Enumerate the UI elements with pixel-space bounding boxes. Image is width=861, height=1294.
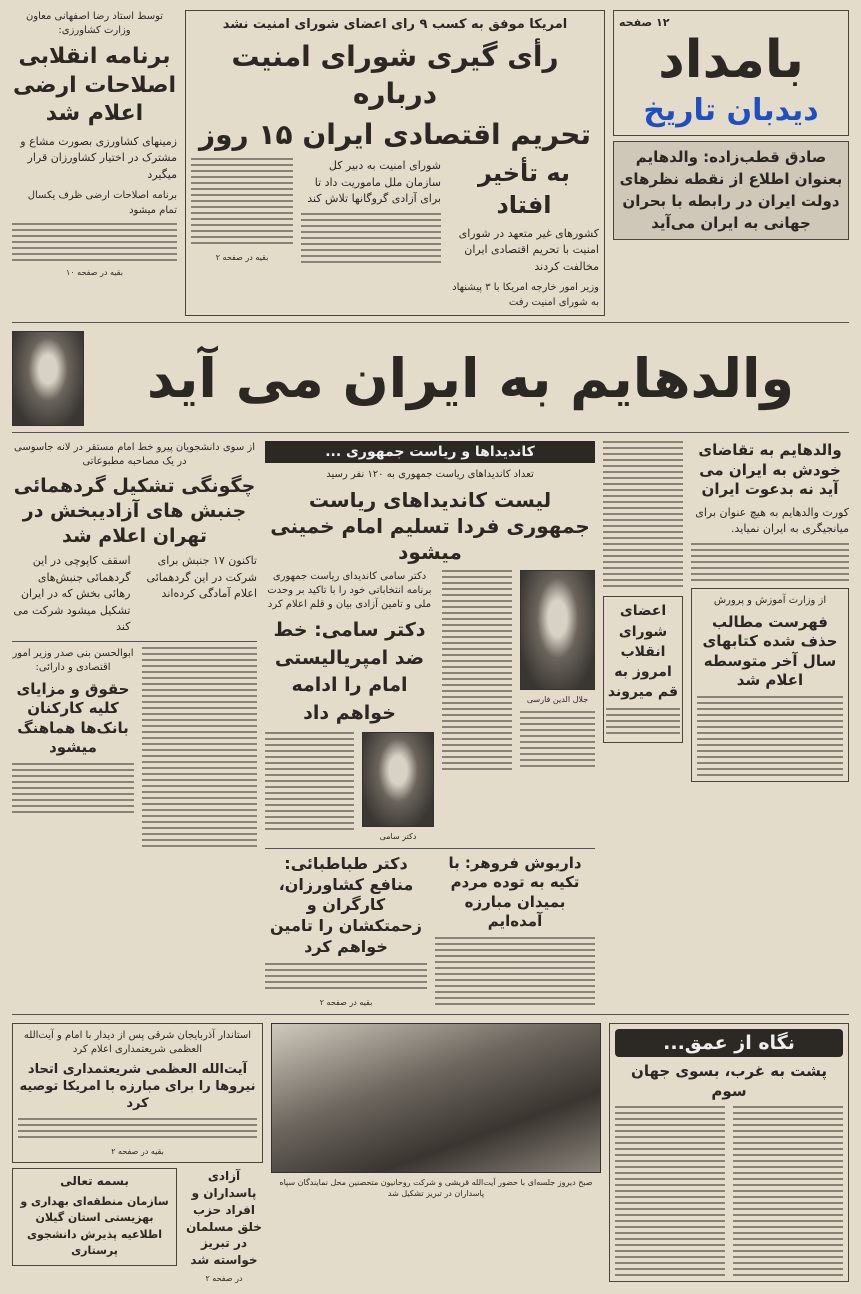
candidates-headline: لیست کاندیداهای ریاست جمهوری فردا تسلیم امام خمینی میشود <box>270 488 590 565</box>
deep-look-box <box>609 1023 849 1282</box>
top-story-headline-1: رأی گیری شورای امنیت درباره <box>231 40 559 110</box>
land-reform <box>12 10 177 279</box>
liberation-bullet-1: تاکنون ۱۷ جنبش برای شرکت در این گردهمائی اعلام آمادگی کرده‌اند <box>146 554 257 601</box>
sami-photo <box>362 732 434 827</box>
deep-look-headline: پشت به غرب، بسوی جهان سوم <box>631 1062 827 1100</box>
shariatmadari-headline: آیت‌الله العظمی شریعتمداری اتحاد نیروها را برای مبارزه با امریکا توصیه کرد <box>19 1062 256 1111</box>
tabriz-headline: آزادی پاسداران و افراد حزب خلق مسلمان در تبریز خواسته شد <box>186 1169 262 1268</box>
body-text <box>606 708 680 738</box>
middle-section <box>12 441 849 1015</box>
masthead-column <box>613 10 849 240</box>
left-bottom-column <box>12 1023 263 1284</box>
tabatabai-headline: دکتر طباطبائی: منافع کشاورزان، کارگران و زحمتکشان را تامین خواهم کرد <box>270 853 422 956</box>
ghotbzadeh-text: صادق قطب‌زاده: والدهایم بعنوان اطلاع از نقطه نظرهای دولت ایران در رابطه با بحران جهانی به ایران می‌آید <box>619 148 843 232</box>
main-headline-section <box>12 331 849 433</box>
nursing-ad <box>12 1168 177 1266</box>
continued-label: بقیه در صفحه ۲ <box>111 1146 164 1156</box>
waldheim-headline: والدهایم به تقاضای خودش به ایران می آید نه بدعوت ایران <box>698 441 842 499</box>
body-text <box>265 963 427 993</box>
council-headline: اعضای شورای انقلاب امروز به قم میروند <box>607 603 679 701</box>
ghotbzadeh-box <box>613 141 849 240</box>
ad-title: بسمه تعالی <box>60 1174 129 1189</box>
land-reform-kicker: توسط استاد رضا اصفهانی معاون وزارت کشاورزی: <box>25 11 164 36</box>
land-reform-bullet-2: برنامه اصلاحات ارضی ظرف یکسال تمام میشود <box>27 190 177 217</box>
top-story <box>185 10 605 316</box>
textbooks-box <box>691 588 849 782</box>
top-story-headline-2: تحریم اقتصادی ایران ۱۵ روز <box>199 117 591 151</box>
body-text <box>12 763 134 813</box>
liberation-column <box>12 441 257 847</box>
body-text <box>265 732 354 832</box>
continued-label: بقیه در صفحه ۲ <box>215 253 269 263</box>
meeting-photo <box>271 1023 601 1173</box>
newspaper-logo: بامداد <box>658 30 804 90</box>
liberation-kicker: از سوی دانشجویان پیرو خط امام مستقر در لانه جاسوسی در یک مصاحبه مطبوعاتی <box>13 442 255 468</box>
deep-look-banner: نگاه از عمق... <box>615 1029 843 1057</box>
body-text <box>603 441 683 591</box>
photo-column <box>271 1023 601 1199</box>
waldheim-column <box>691 441 849 782</box>
body-text <box>442 570 512 770</box>
top-story-bullet-2: کشورهای غیر متعهد در شورای امنیت با تحریم اقتصادی ایران مخالفت کردند <box>458 226 599 273</box>
top-story-bullet-3: وزیر امور خارجه امریکا با ۳ پیشنهاد به شورای امنیت رفت <box>452 282 599 309</box>
top-section <box>12 10 849 323</box>
liberation-headline: چگونگی تشکیل گردهمائی جنبش های آزادیبخش در تهران اعلام شد <box>13 475 256 547</box>
top-story-kicker: امریکا موفق به کسب ۹ رای اعضای شورای امنیت نشد <box>222 17 568 32</box>
body-text <box>301 213 441 263</box>
meeting-photo-caption: صبح دیروز جلسه‌ای با حضور آیت‌الله قریشی و شرکت روحانیون متحصنین محل نمایندگان سپاه پاسداران در تبریز تشکیل شد <box>279 1178 593 1198</box>
continued-label: در صفحه ۲ <box>205 1274 243 1284</box>
ad-body: سازمان منطقه‌ای بهداری و بهزیستی استان گیلان اطلاعیه پذیرش دانشجوی پرستاری <box>20 1194 169 1258</box>
body-text <box>733 1106 843 1276</box>
top-story-bullet-1: شورای امنیت به دبیر کل سازمان ملل ماموریت داد تا برای آزادی گروگانها تلاش کند <box>307 159 441 206</box>
textbooks-kicker: از وزارت آموزش و پرورش <box>713 594 827 606</box>
candidates-column <box>265 441 595 1008</box>
body-text <box>18 1118 257 1142</box>
forouhar-headline: داریوش فروهر: با تکیه به توده مردم بمیدان مبارزه آمده‌ایم <box>448 853 582 931</box>
banks-kicker: ابوالحسن بنی صدر وزیر امور اقتصادی و دارائی: <box>12 647 134 673</box>
land-reform-bullet-1: زمینهای کشاورزی بصورت مشاع و مشترک در اختیار کشاورزان قرار میگیرد <box>20 134 177 181</box>
body-text <box>615 1106 725 1276</box>
body-text <box>435 937 595 1007</box>
candidates-banner: کاندیداها و ریاست جمهوری ... <box>265 441 595 463</box>
body-text <box>691 543 849 583</box>
main-headline: والدهایم به ایران می آید <box>146 346 795 410</box>
liberation-bullet-2: اسقف کاپوچی در این گردهمائی جنبش‌های رهائی بخش که در ایران تشکیل میشود شرکت می کند <box>13 554 131 634</box>
waldheim-photo <box>12 331 84 426</box>
body-text <box>142 647 257 847</box>
shariatmadari-box <box>12 1023 263 1163</box>
continued-label: بقیه در صفحه ۲ <box>319 997 373 1007</box>
sami-kicker: دکتر سامی کاندیدای ریاست جمهوری برنامه انتخاباتی خود را با تاکید بر وحدت ملی و تامین آزادی بیان و قلم اعلام کرد <box>267 571 432 611</box>
masthead <box>613 10 849 136</box>
top-story-headline-3: به تأخیر افتاد <box>478 159 570 219</box>
farsi-photo <box>520 570 595 690</box>
page-count: ۱۲ صفحه <box>619 16 670 29</box>
body-text <box>697 696 843 776</box>
bottom-section <box>12 1023 849 1284</box>
banks-headline: حقوق و مزایای کلیه کارکنان بانک‌ها هماهنگ میشود <box>16 679 130 757</box>
land-reform-headline: برنامه انقلابی اصلاحات ارضی اعلام شد <box>12 44 177 127</box>
body-text <box>520 711 595 771</box>
council-column <box>603 441 683 742</box>
textbooks-headline: فهرست مطالب حذف شده کتابهای سال آخر متوسطه اعلام شد <box>702 612 838 690</box>
waldheim-bullet: کورت والدهایم به هیچ عنوان برای میانجیگری به ایران نمیاید. <box>695 505 849 536</box>
council-box <box>603 596 683 742</box>
body-text <box>12 223 177 263</box>
farsi-caption: جلال الدین فارسی <box>526 695 589 705</box>
sami-caption: دکتر سامی <box>379 832 417 842</box>
watermark: دیدبان تاریخ <box>643 93 819 129</box>
sami-headline: دکتر سامی: خط ضد امپریالیستی امام را ادامه خواهم داد <box>273 619 426 724</box>
continued-label: بقیه در صفحه ۱۰ <box>66 268 123 278</box>
candidates-kicker: تعداد کاندیداهای ریاست جمهوری به ۱۲۰ نفر رسید <box>326 469 534 481</box>
shariatmadari-kicker: استاندار آذربایجان شرقی پس از دیدار با امام و آیت‌الله العظمی شریعتمداری اعلام کرد <box>23 1030 252 1056</box>
body-text <box>191 158 293 248</box>
